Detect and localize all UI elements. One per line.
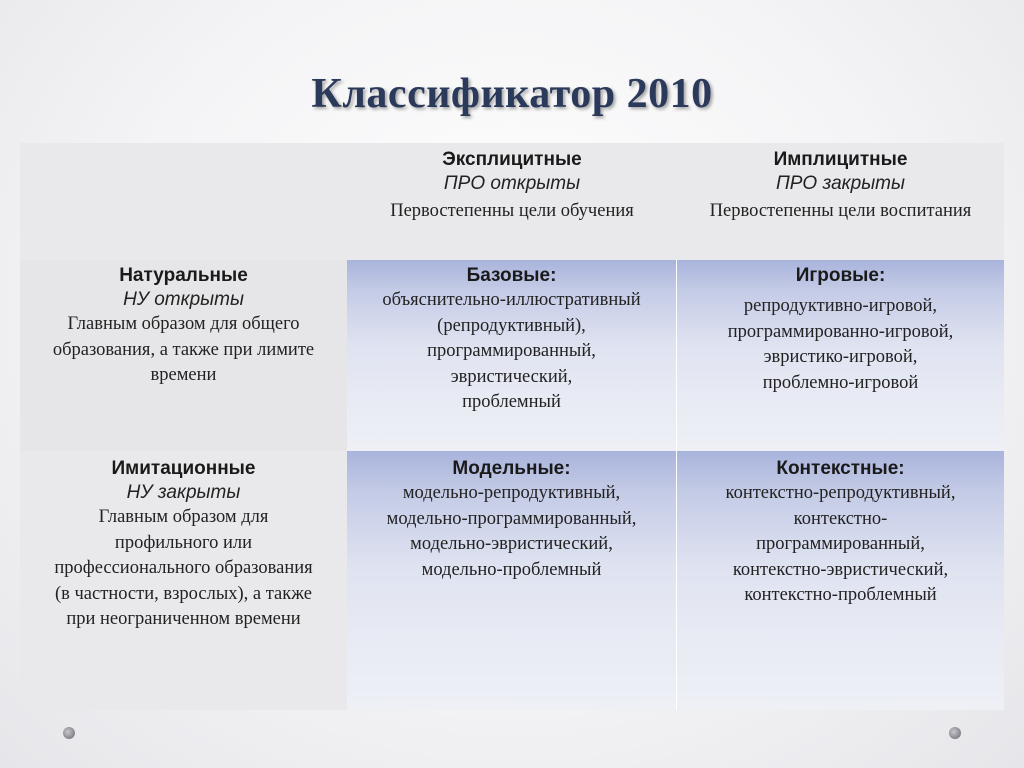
column-heading: Имплицитные <box>773 149 908 170</box>
column-note: Первостепенны цели воспитания <box>709 201 972 221</box>
cell-line: программированный, <box>756 534 925 554</box>
row-note-line: времени <box>150 365 217 385</box>
slide-corner-dot-icon <box>63 727 75 739</box>
cell-line: модельно-эвристический, <box>410 534 613 554</box>
row-note-line: при неограниченном времени <box>66 609 301 629</box>
cell-line: контекстно-репродуктивный, <box>725 483 956 503</box>
cell-heading: Контекстные: <box>776 458 905 479</box>
cell-line: контекстно- <box>793 508 888 529</box>
cell-line: объяснительно-иллюстративный <box>382 290 641 310</box>
corner-cell <box>20 143 347 260</box>
cell-heading: Модельные: <box>452 458 571 479</box>
row-header-imitation <box>20 451 347 710</box>
column-heading: Эксплицитные <box>442 149 582 170</box>
cell-basic-methods <box>347 260 677 451</box>
column-subheading: ПРО открыты <box>443 173 581 194</box>
slide-title: Классификатор 2010 <box>311 71 713 117</box>
row-subheading: НУ открыты <box>123 289 244 310</box>
cell-line: репродуктивно-игровой, <box>743 296 938 316</box>
column-header-explicit <box>347 143 677 260</box>
cell-line: (репродуктивный), <box>437 315 586 336</box>
cell-context-methods <box>677 451 1004 710</box>
row-note-line: профессионального образования <box>54 558 313 578</box>
cell-heading: Игровые: <box>795 265 886 286</box>
cell-game-methods <box>677 260 1004 451</box>
cell-model-methods <box>347 451 677 710</box>
row-heading: Имитационные <box>111 458 256 479</box>
cell-heading: Базовые: <box>466 265 557 286</box>
column-subheading: ПРО закрыты <box>775 173 905 194</box>
cell-line: модельно-проблемный <box>421 559 602 580</box>
cell-line: программированно-игровой, <box>727 321 954 342</box>
slide-corner-dot-icon <box>949 727 961 739</box>
cell-line: контекстно-эвристический, <box>732 559 949 580</box>
cell-line: модельно-репродуктивный, <box>402 483 621 503</box>
cell-line: модельно-программированный, <box>386 508 637 529</box>
row-note-line: образования, а также при лимите <box>52 339 315 360</box>
cell-line: проблемный <box>462 392 561 412</box>
cell-line: контекстно-проблемный <box>744 585 937 605</box>
cell-line: эвристико-игровой, <box>763 347 918 367</box>
row-header-natural <box>20 260 347 451</box>
cell-line: эвристический, <box>450 366 573 387</box>
row-note-line: (в частности, взрослых), а также <box>54 583 313 604</box>
row-note-line: Главным образом для общего <box>67 314 300 334</box>
row-note-line: профильного или <box>114 532 253 553</box>
row-heading: Натуральные <box>119 265 248 286</box>
column-header-implicit <box>677 143 1004 260</box>
row-note-line: Главным образом для <box>98 507 269 527</box>
row-subheading: НУ закрыты <box>126 482 241 503</box>
cell-line: проблемно-игровой <box>762 372 919 393</box>
classification-table <box>20 143 1004 710</box>
cell-line: программированный, <box>427 341 596 361</box>
column-note: Первостепенны цели обучения <box>390 201 634 221</box>
